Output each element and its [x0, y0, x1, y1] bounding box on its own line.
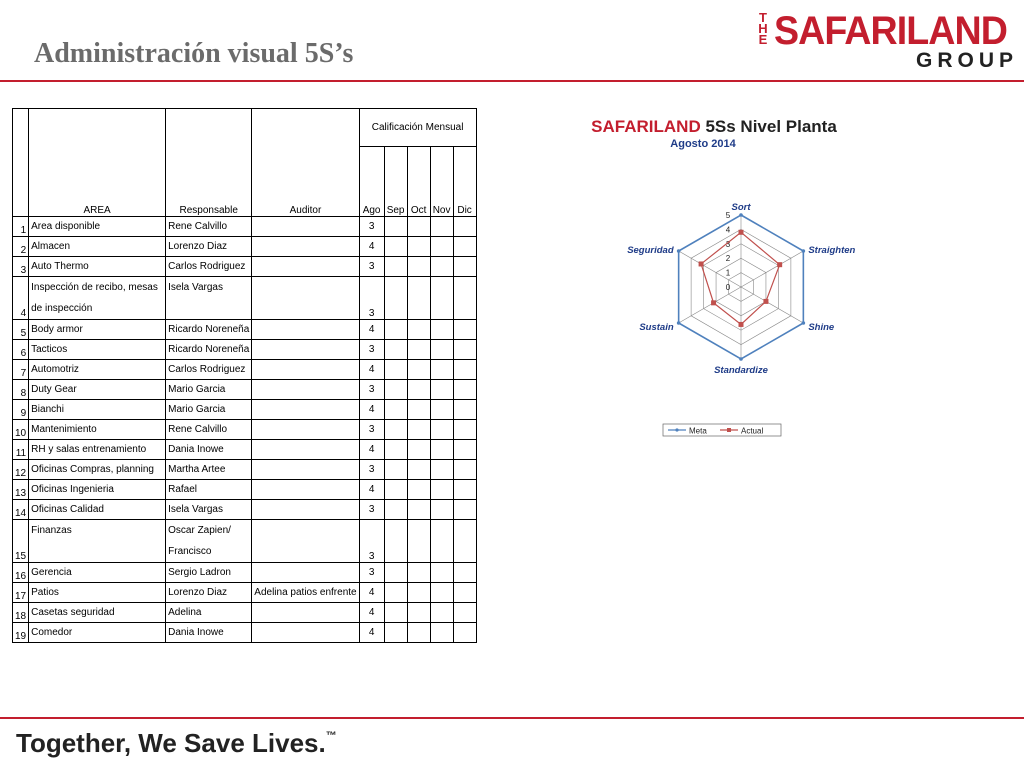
table-row [13, 563, 477, 583]
row-responsable: Ricardo Noreneña [166, 340, 252, 360]
row-score-sep [384, 257, 407, 277]
radar-point-meta [802, 321, 806, 325]
row-number: 15 [13, 520, 29, 563]
table-row [13, 277, 477, 320]
table-row [13, 583, 477, 603]
area-scores-table [12, 108, 477, 643]
row-score-sep [384, 520, 407, 563]
row-number: 9 [13, 400, 29, 420]
row-area: RH y salas entrenamiento [29, 440, 166, 460]
row-score-dic [453, 360, 476, 380]
row-responsable: Dania Inowe [166, 440, 252, 460]
radar-point-meta [802, 249, 806, 253]
row-auditor [252, 520, 359, 563]
row-score-nov [430, 583, 453, 603]
header-month-dic: Dic [453, 147, 476, 217]
row-area: Area disponible [29, 217, 166, 237]
safariland-group-logo [752, 10, 1020, 74]
radar-category-label: Sort [731, 202, 751, 213]
row-score-oct [407, 257, 430, 277]
header-month-oct: Oct [407, 147, 430, 217]
row-score-nov [430, 520, 453, 563]
row-responsable: Lorenzo Diaz [166, 583, 252, 603]
row-score-oct [407, 460, 430, 480]
row-area: Automotriz [29, 360, 166, 380]
radar-category-label: Standardize [714, 365, 768, 376]
row-score-nov [430, 257, 453, 277]
row-score-ago: 4 [359, 360, 384, 380]
table-row [13, 360, 477, 380]
row-area: Mantenimiento [29, 420, 166, 440]
row-score-ago: 3 [359, 460, 384, 480]
row-area: Patios [29, 583, 166, 603]
radar-point-meta [739, 213, 743, 217]
table-row [13, 520, 477, 563]
row-score-oct [407, 217, 430, 237]
row-auditor [252, 217, 359, 237]
row-responsable: Sergio Ladron [166, 563, 252, 583]
row-score-ago: 3 [359, 380, 384, 400]
row-score-sep [384, 440, 407, 460]
row-area: Duty Gear [29, 380, 166, 400]
row-score-oct [407, 623, 430, 643]
row-score-dic [453, 583, 476, 603]
radar-point-meta [677, 321, 681, 325]
radar-tick-label: 0 [725, 283, 731, 292]
table-row [13, 237, 477, 257]
chart-title-brand: SAFARILAND [591, 117, 701, 136]
row-area: Finanzas [29, 520, 166, 563]
table-row [13, 420, 477, 440]
row-score-sep [384, 563, 407, 583]
row-number: 19 [13, 623, 29, 643]
row-score-sep [384, 480, 407, 500]
row-score-nov [430, 400, 453, 420]
row-score-oct [407, 480, 430, 500]
row-area: Casetas seguridad [29, 603, 166, 623]
row-score-oct [407, 340, 430, 360]
row-area: Tacticos [29, 340, 166, 360]
row-score-dic [453, 520, 476, 563]
row-auditor: Adelina patios enfrente [252, 583, 359, 603]
table-row [13, 217, 477, 237]
row-score-sep [384, 400, 407, 420]
row-area: Oficinas Calidad [29, 500, 166, 520]
row-responsable: Rene Calvillo [166, 420, 252, 440]
row-score-oct [407, 400, 430, 420]
row-score-nov [430, 320, 453, 340]
row-number: 10 [13, 420, 29, 440]
table-row [13, 320, 477, 340]
row-score-sep [384, 583, 407, 603]
radar-category-label: Straighten [808, 245, 856, 256]
legend-swatch-marker [727, 428, 731, 432]
row-auditor [252, 500, 359, 520]
radar-tick-label: 2 [725, 254, 731, 264]
row-responsable: Carlos Rodriguez [166, 360, 252, 380]
radar-point-actual [777, 262, 782, 267]
row-score-oct [407, 420, 430, 440]
row-number: 18 [13, 603, 29, 623]
row-auditor [252, 237, 359, 257]
row-auditor [252, 360, 359, 380]
chart-subtitle: Agosto 2014 [670, 138, 736, 150]
table-row [13, 340, 477, 360]
row-number: 8 [13, 380, 29, 400]
row-auditor [252, 440, 359, 460]
row-score-dic [453, 440, 476, 460]
row-number: 6 [13, 340, 29, 360]
row-area: Oficinas Ingenieria [29, 480, 166, 500]
table-row [13, 440, 477, 460]
row-area: Almacen [29, 237, 166, 257]
row-score-nov [430, 237, 453, 257]
row-score-sep [384, 500, 407, 520]
table-row [13, 623, 477, 643]
row-auditor [252, 603, 359, 623]
row-number: 11 [13, 440, 29, 460]
footer-tagline [16, 728, 337, 759]
chart-title-rest: 5Ss Nivel Planta [700, 117, 837, 136]
row-score-nov [430, 460, 453, 480]
header-month-ago: Ago [359, 147, 384, 217]
legend-label: Actual [741, 426, 764, 436]
row-score-nov [430, 623, 453, 643]
row-score-nov [430, 340, 453, 360]
row-number: 7 [13, 360, 29, 380]
header-month-nov: Nov [430, 147, 453, 217]
row-score-dic [453, 320, 476, 340]
row-auditor [252, 320, 359, 340]
row-score-dic [453, 603, 476, 623]
radar-series-line-actual [701, 232, 780, 324]
legend-label: Meta [689, 426, 707, 436]
trademark-symbol: ™ [325, 730, 337, 742]
row-responsable: Ricardo Noreneña [166, 320, 252, 340]
radar-spoke [741, 287, 803, 323]
row-score-oct [407, 320, 430, 340]
row-score-oct [407, 500, 430, 520]
row-score-ago: 4 [359, 237, 384, 257]
logo-main: SAFARILAND [774, 9, 1007, 53]
row-score-sep [384, 420, 407, 440]
row-score-ago: 4 [359, 583, 384, 603]
row-area: Auto Thermo [29, 257, 166, 277]
header-num [13, 109, 29, 217]
row-score-sep [384, 623, 407, 643]
row-score-nov [430, 420, 453, 440]
row-score-dic [453, 237, 476, 257]
radar-chart [486, 110, 942, 440]
chart-plot-area [627, 202, 855, 376]
radar-point-meta [677, 249, 681, 253]
row-score-ago: 4 [359, 480, 384, 500]
row-number: 1 [13, 217, 29, 237]
row-responsable: Lorenzo Diaz [166, 237, 252, 257]
row-score-nov [430, 380, 453, 400]
row-number: 12 [13, 460, 29, 480]
table-row [13, 400, 477, 420]
row-score-sep [384, 360, 407, 380]
row-score-dic [453, 420, 476, 440]
row-score-nov [430, 500, 453, 520]
row-score-sep [384, 277, 407, 320]
table-row [13, 480, 477, 500]
row-score-sep [384, 603, 407, 623]
row-responsable: Adelina [166, 603, 252, 623]
table-row [13, 603, 477, 623]
row-score-nov [430, 360, 453, 380]
row-score-ago: 4 [359, 623, 384, 643]
row-score-oct [407, 583, 430, 603]
header-area: AREA [29, 109, 166, 217]
row-score-dic [453, 460, 476, 480]
radar-category-label: Shine [808, 322, 835, 333]
row-score-oct [407, 603, 430, 623]
row-responsable: Rene Calvillo [166, 217, 252, 237]
row-auditor [252, 563, 359, 583]
row-score-ago: 4 [359, 320, 384, 340]
row-score-oct [407, 520, 430, 563]
table-row [13, 460, 477, 480]
row-score-dic [453, 340, 476, 360]
row-score-ago: 3 [359, 340, 384, 360]
header-month-sep: Sep [384, 147, 407, 217]
row-number: 14 [13, 500, 29, 520]
row-area: Bianchi [29, 400, 166, 420]
row-score-ago: 3 [359, 257, 384, 277]
row-score-oct [407, 237, 430, 257]
row-auditor [252, 380, 359, 400]
row-score-dic [453, 563, 476, 583]
row-number: 17 [13, 583, 29, 603]
row-score-sep [384, 320, 407, 340]
logo-group: GROUP [915, 49, 1018, 72]
row-score-nov [430, 277, 453, 320]
chart-legend [663, 424, 781, 436]
row-auditor [252, 480, 359, 500]
row-score-ago: 3 [359, 500, 384, 520]
row-score-ago: 4 [359, 603, 384, 623]
row-score-nov [430, 217, 453, 237]
legend-swatch-marker [675, 428, 678, 431]
row-auditor [252, 420, 359, 440]
row-responsable: Rafael [166, 480, 252, 500]
row-score-ago: 4 [359, 440, 384, 460]
chart-title [591, 117, 837, 136]
row-score-dic [453, 480, 476, 500]
row-responsable: Isela Vargas [166, 277, 252, 320]
row-score-sep [384, 380, 407, 400]
row-responsable: Mario Garcia [166, 380, 252, 400]
row-number: 2 [13, 237, 29, 257]
radar-tick-label: 3 [725, 239, 731, 249]
radar-point-actual [739, 322, 744, 327]
row-area: Oficinas Compras, planning [29, 460, 166, 480]
row-responsable: Mario Garcia [166, 400, 252, 420]
row-score-sep [384, 340, 407, 360]
logo-the: T H E [758, 10, 768, 47]
row-responsable: Isela Vargas [166, 500, 252, 520]
table-row [13, 500, 477, 520]
row-score-ago: 3 [359, 520, 384, 563]
row-auditor [252, 623, 359, 643]
row-score-sep [384, 460, 407, 480]
row-score-ago: 3 [359, 277, 384, 320]
radar-tick-label: 1 [725, 268, 731, 278]
row-score-sep [384, 237, 407, 257]
row-score-ago: 3 [359, 217, 384, 237]
row-score-oct [407, 440, 430, 460]
row-score-dic [453, 500, 476, 520]
table-body [13, 217, 477, 643]
footer-divider [0, 717, 1024, 719]
row-area: Gerencia [29, 563, 166, 583]
tagline-text: Together, We Save Lives. [16, 728, 326, 758]
row-responsable: Martha Artee [166, 460, 252, 480]
row-responsable: Dania Inowe [166, 623, 252, 643]
row-score-dic [453, 400, 476, 420]
row-number: 3 [13, 257, 29, 277]
row-score-dic [453, 623, 476, 643]
radar-category-label: Seguridad [627, 245, 674, 256]
row-score-oct [407, 360, 430, 380]
row-score-ago: 4 [359, 400, 384, 420]
row-number: 4 [13, 277, 29, 320]
header-calificacion-mensual: Calificación Mensual [359, 109, 476, 147]
row-score-nov [430, 480, 453, 500]
title-divider [0, 80, 1024, 82]
row-score-dic [453, 217, 476, 237]
row-auditor [252, 340, 359, 360]
row-score-dic [453, 257, 476, 277]
radar-point-actual [711, 300, 716, 305]
row-responsable: Oscar Zapien/ Francisco [166, 520, 252, 563]
row-score-ago: 3 [359, 420, 384, 440]
row-number: 16 [13, 563, 29, 583]
row-auditor [252, 400, 359, 420]
row-number: 5 [13, 320, 29, 340]
radar-category-label: Sustain [639, 322, 674, 333]
row-number: 13 [13, 480, 29, 500]
radar-point-actual [739, 230, 744, 235]
row-area: Body armor [29, 320, 166, 340]
table-row [13, 380, 477, 400]
row-area: Inspección de recibo, mesas de inspección [29, 277, 166, 320]
row-score-sep [384, 217, 407, 237]
row-area: Comedor [29, 623, 166, 643]
table-row [13, 257, 477, 277]
row-responsable: Carlos Rodriguez [166, 257, 252, 277]
row-auditor [252, 257, 359, 277]
radar-spoke [741, 251, 803, 287]
row-score-nov [430, 440, 453, 460]
row-score-oct [407, 277, 430, 320]
row-score-nov [430, 563, 453, 583]
header-auditor: Auditor [252, 109, 359, 217]
row-score-nov [430, 603, 453, 623]
row-auditor [252, 460, 359, 480]
slide-title: Administración visual 5S’s [34, 38, 354, 69]
row-score-oct [407, 563, 430, 583]
row-auditor [252, 277, 359, 320]
row-score-dic [453, 380, 476, 400]
radar-tick-label: 5 [725, 211, 731, 220]
row-score-dic [453, 277, 476, 320]
radar-point-actual [699, 261, 704, 266]
header-responsable: Responsable [166, 109, 252, 217]
radar-point-meta [739, 357, 743, 361]
radar-point-actual [763, 299, 768, 304]
row-score-oct [407, 380, 430, 400]
row-score-ago: 3 [359, 563, 384, 583]
radar-tick-label: 4 [725, 225, 731, 235]
